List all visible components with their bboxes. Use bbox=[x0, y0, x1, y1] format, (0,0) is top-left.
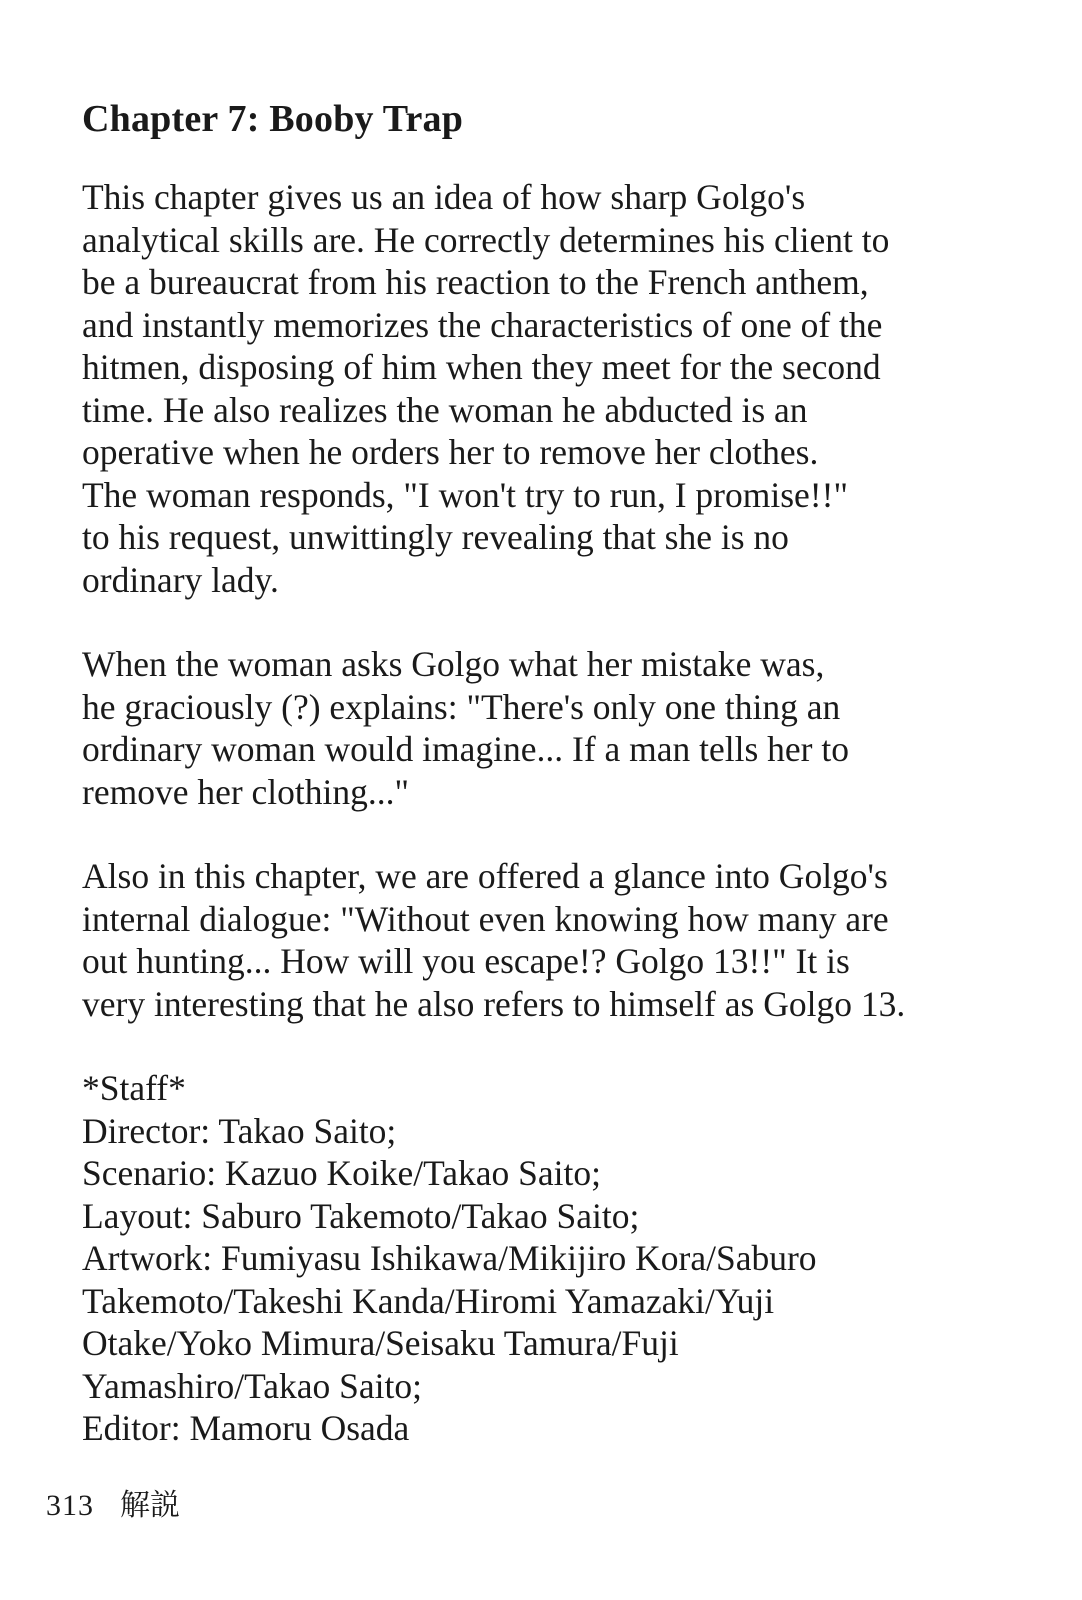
staff-line: Scenario: Kazuo Koike/Takao Saito; bbox=[82, 1153, 602, 1193]
staff-credits bbox=[82, 1067, 1042, 1450]
page-number: 313 bbox=[46, 1489, 94, 1522]
staff-line: Takemoto/Takeshi Kanda/Hiromi Yamazaki/Yuji bbox=[82, 1280, 775, 1321]
text-line: he graciously (?) explains: "There's only one thing an bbox=[82, 686, 841, 727]
section-label: 解説 bbox=[120, 1489, 180, 1522]
text-line: out hunting... How will you escape!? Golgo 13!!" It is bbox=[82, 941, 850, 981]
text-line: time. He also realizes the woman he abducted is an bbox=[82, 389, 808, 430]
paragraph-mistake bbox=[82, 643, 1042, 813]
text-line: ordinary lady. bbox=[82, 559, 279, 600]
text-line: The woman responds, "I won't try to run, I promise!!" bbox=[82, 474, 848, 515]
staff-line: Layout: Saburo Takemoto/Takao Saito; bbox=[82, 1195, 640, 1236]
text-line: internal dialogue: "Without even knowing how many are bbox=[82, 898, 889, 939]
staff-line: Artwork: Fumiyasu Ishikawa/Mikijiro Kora/Saburo bbox=[82, 1238, 817, 1278]
text-line: and instantly memorizes the characteristics of one of the bbox=[82, 304, 883, 345]
commentary-page bbox=[82, 92, 1042, 1450]
staff-line: Director: Takao Saito; bbox=[82, 1110, 397, 1151]
paragraph-dialogue bbox=[82, 855, 1042, 1025]
text-line: very interesting that he also refers to himself as Golgo 13. bbox=[82, 983, 906, 1024]
staff-line: Editor: Mamoru Osada bbox=[82, 1408, 410, 1448]
text-line: remove her clothing..." bbox=[82, 771, 409, 812]
text-line: ordinary woman would imagine... If a man tells her to bbox=[82, 729, 849, 769]
text-line: be a bureaucrat from his reaction to the French anthem, bbox=[82, 262, 869, 302]
text-line: This chapter gives us an idea of how sharp Golgo's bbox=[82, 177, 806, 217]
text-line: analytical skills are. He correctly determines his client to bbox=[82, 219, 890, 260]
page-footer bbox=[46, 1486, 180, 1526]
chapter-title: Chapter 7: Booby Trap bbox=[82, 98, 464, 140]
text-line: hitmen, disposing of him when they meet for the second bbox=[82, 347, 881, 387]
text-line: When the woman asks Golgo what her mistake was, bbox=[82, 644, 825, 684]
text-line: Also in this chapter, we are offered a glance into Golgo's bbox=[82, 856, 888, 896]
text-line: to his request, unwittingly revealing that she is no bbox=[82, 517, 789, 557]
text-line: operative when he orders her to remove her clothes. bbox=[82, 432, 819, 472]
staff-line: Otake/Yoko Mimura/Seisaku Tamura/Fuji bbox=[82, 1323, 679, 1363]
staff-line: Yamashiro/Takao Saito; bbox=[82, 1365, 423, 1406]
staff-heading: *Staff* bbox=[82, 1068, 186, 1108]
paragraph-analysis bbox=[82, 176, 1042, 601]
